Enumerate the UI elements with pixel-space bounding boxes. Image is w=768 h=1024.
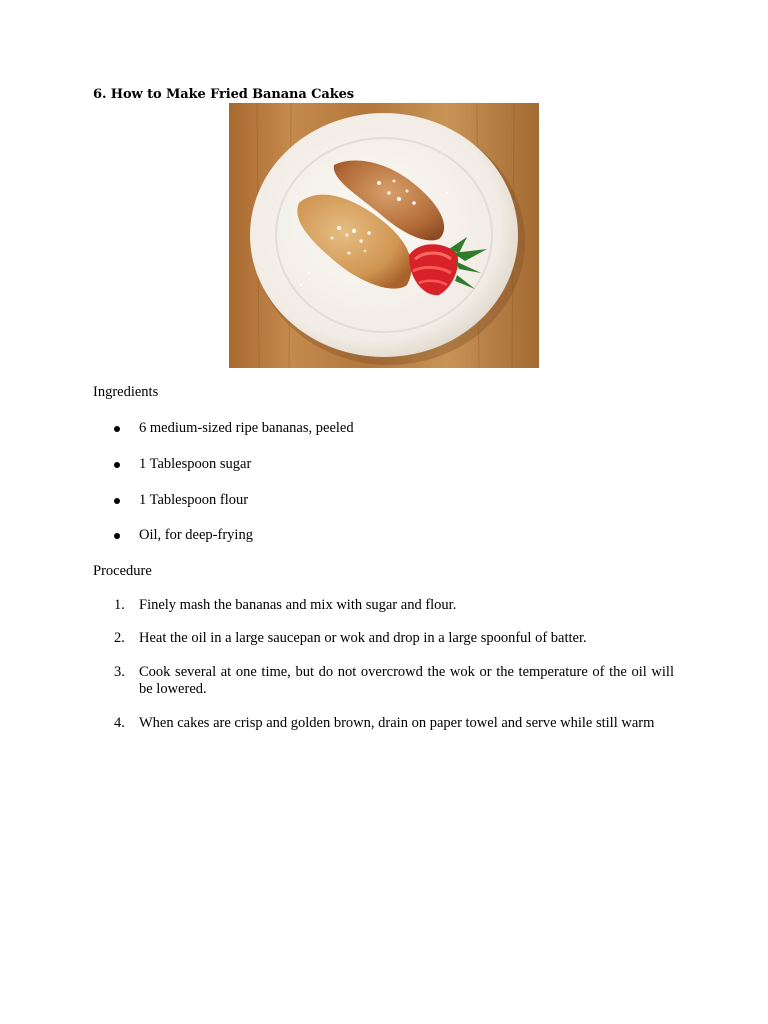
step-number: 1. bbox=[114, 597, 125, 613]
procedure-step: Cook several at one time, but do not overcrowd the wok or the temperature of the oil will be lowered. bbox=[139, 664, 674, 697]
step-number: 2. bbox=[114, 630, 125, 646]
ingredient-item: 6 medium-sized ripe bananas, peeled bbox=[139, 420, 354, 436]
photo-illustration bbox=[229, 103, 539, 368]
bullet-icon bbox=[114, 426, 120, 432]
step-number: 3. bbox=[114, 664, 125, 680]
fried-banana-cakes-photo bbox=[229, 103, 539, 368]
ingredient-item: Oil, for deep-frying bbox=[139, 527, 253, 543]
procedure-step: Heat the oil in a large saucepan or wok and drop in a large spoonful of batter. bbox=[139, 630, 587, 646]
ingredient-item: 1 Tablespoon flour bbox=[139, 492, 249, 508]
ingredients-heading: Ingredients bbox=[93, 384, 159, 400]
step-number: 4. bbox=[114, 715, 125, 731]
ingredient-item: 1 Tablespoon sugar bbox=[139, 456, 252, 472]
bullet-icon bbox=[114, 462, 120, 468]
procedure-heading: Procedure bbox=[93, 563, 152, 579]
procedure-step: When cakes are crisp and golden brown, drain on paper towel and serve while still warm bbox=[139, 715, 655, 731]
procedure-step: Finely mash the bananas and mix with sugar and flour. bbox=[139, 597, 457, 613]
bullet-icon bbox=[114, 498, 120, 504]
bullet-icon bbox=[114, 533, 120, 539]
recipe-title: 6. How to Make Fried Banana Cakes bbox=[93, 87, 355, 102]
